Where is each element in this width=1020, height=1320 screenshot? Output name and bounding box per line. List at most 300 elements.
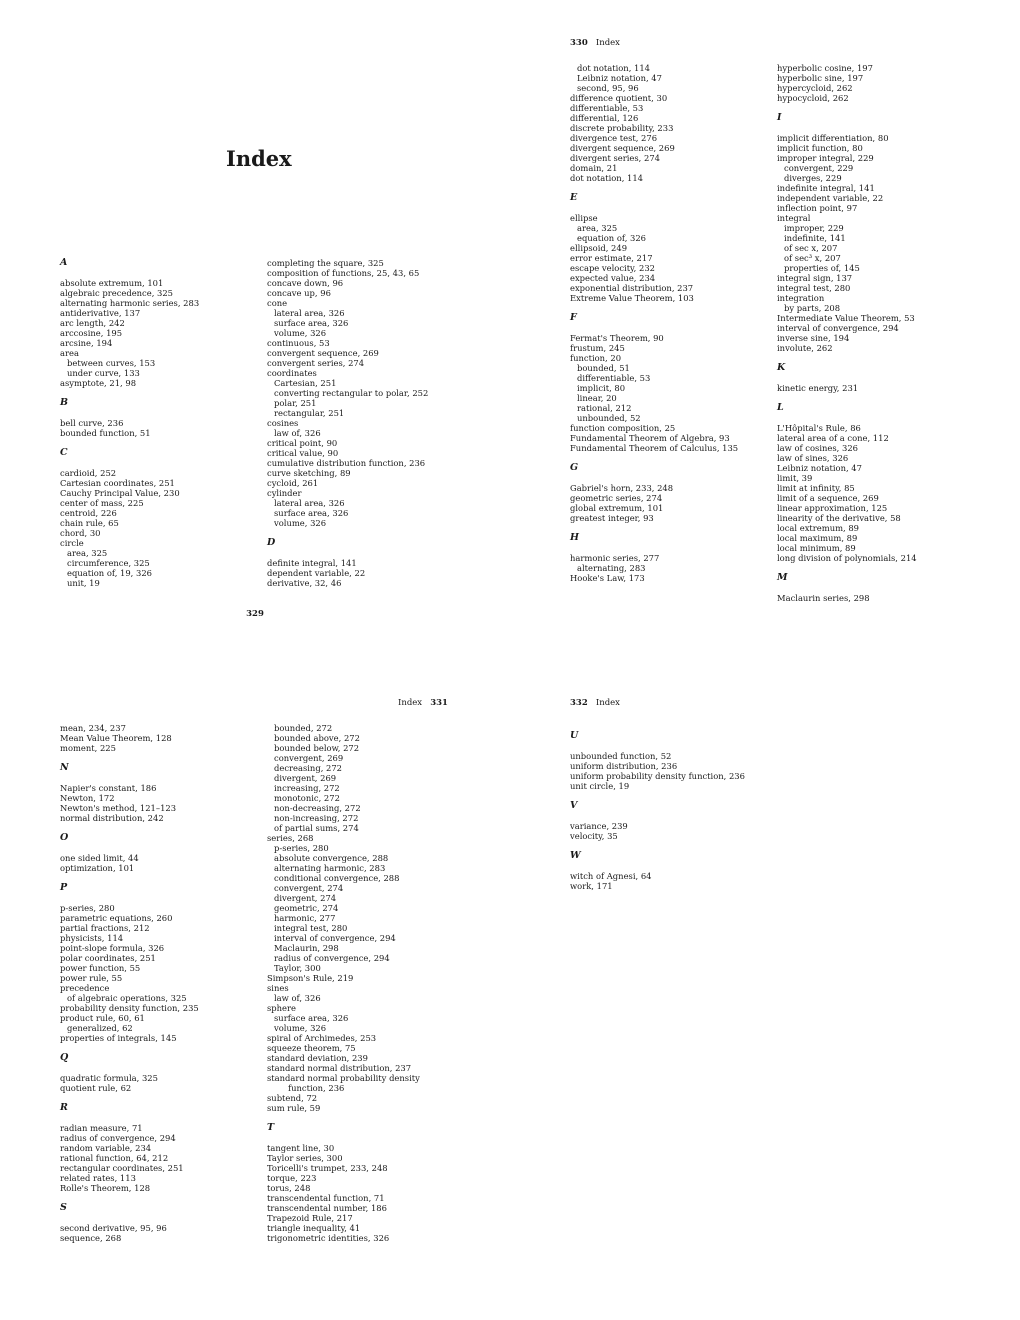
index-subentry: non-decreasing, 272 (274, 803, 361, 813)
index-subentry: bounded below, 272 (274, 743, 360, 753)
index-entry: Newton's method, 121–123 (60, 803, 177, 813)
index-entry: area (60, 348, 79, 358)
section-spacer (570, 841, 770, 851)
index-subentry: conditional convergence, 288 (274, 873, 400, 883)
section-spacer (570, 453, 770, 463)
index-entry: law of sines, 326 (777, 453, 849, 463)
index-entry: product rule, 60, 61 (60, 1013, 145, 1023)
section-spacer (570, 791, 770, 801)
index-subentry: improper, 229 (784, 223, 844, 233)
index-entry: ellipse (570, 213, 598, 223)
index-subentry: unit, 19 (67, 578, 100, 588)
index-entry: linear approximation, 125 (777, 503, 888, 513)
index-entry: lateral area of a cone, 112 (777, 433, 889, 443)
index-subentry: of algebraic operations, 325 (67, 993, 187, 1003)
index-subentry: divergent, 274 (274, 893, 337, 903)
index-entry: implicit function, 80 (777, 143, 863, 153)
index-entry: discrete probability, 233 (570, 123, 674, 133)
index-subentry: Maclaurin, 298 (274, 943, 339, 953)
index-subentry: equation of, 326 (577, 233, 646, 243)
section-spacer (777, 103, 977, 113)
index-entry: limit of a sequence, 269 (777, 493, 879, 503)
index-entry: divergence test, 276 (570, 133, 658, 143)
index-entry: tangent line, 30 (267, 1143, 335, 1153)
index-entry: linearity of the derivative, 58 (777, 513, 901, 523)
index-subentry: circumference, 325 (67, 558, 150, 568)
section-spacer (570, 323, 770, 333)
index-entry: Rolle's Theorem, 128 (60, 1183, 151, 1193)
section-spacer (777, 393, 977, 403)
index-entry: Simpson's Rule, 219 (267, 973, 354, 983)
index-subentry: integral test, 280 (274, 923, 348, 933)
section-spacer (267, 548, 467, 558)
index-subentry: convergent, 229 (784, 163, 854, 173)
index-entry: Fundamental Theorem of Algebra, 93 (570, 433, 730, 443)
index-entry: concave down, 96 (267, 278, 344, 288)
index-entry: error estimate, 217 (570, 253, 653, 263)
index-entry: local maximum, 89 (777, 533, 858, 543)
index-entry: spiral of Archimedes, 253 (267, 1033, 377, 1043)
index-subentry: rational, 212 (577, 403, 632, 413)
index-subentry: Taylor, 300 (274, 963, 321, 973)
index-page-331 (0, 660, 510, 1320)
index-entry: escape velocity, 232 (570, 263, 655, 273)
index-subentry: polar, 251 (274, 398, 317, 408)
index-subentry: equation of, 19, 326 (67, 568, 152, 578)
index-entry: unit circle, 19 (570, 781, 630, 791)
index-column-left (60, 258, 260, 588)
index-subentry: law of, 326 (274, 428, 321, 438)
index-entry: transcendental number, 186 (267, 1203, 387, 1213)
index-entry: inverse sine, 194 (777, 333, 850, 343)
index-entry: ellipsoid, 249 (570, 243, 628, 253)
index-entry: Cauchy Principal Value, 230 (60, 488, 180, 498)
index-entry: function composition, 25 (570, 423, 676, 433)
index-entry: dependent variable, 22 (267, 568, 366, 578)
index-entry: standard normal probability density (267, 1073, 420, 1083)
index-section-letter: L (777, 402, 784, 413)
index-section-letter: U (570, 730, 579, 741)
index-entry: kinetic energy, 231 (777, 383, 859, 393)
section-spacer (777, 563, 977, 573)
index-entry: domain, 21 (570, 163, 618, 173)
section-spacer (570, 203, 770, 213)
index-entry: antiderivative, 137 (60, 308, 141, 318)
index-entry: Toricelli's trumpet, 233, 248 (267, 1163, 388, 1173)
index-subentry: linear, 20 (577, 393, 617, 403)
section-spacer (570, 523, 770, 533)
index-entry: arcsine, 194 (60, 338, 113, 348)
index-entry: difference quotient, 30 (570, 93, 668, 103)
section-spacer (60, 268, 260, 278)
index-entry: uniform probability density function, 236 (570, 771, 745, 781)
running-head-label: Index (595, 698, 620, 708)
index-entry: Mean Value Theorem, 128 (60, 733, 172, 743)
index-section-letter: K (777, 362, 786, 373)
index-subentry: unbounded, 52 (577, 413, 641, 423)
index-entry: convergent series, 274 (267, 358, 365, 368)
index-entry: law of cosines, 326 (777, 443, 858, 453)
index-entry: composition of functions, 25, 43, 65 (267, 268, 420, 278)
index-entry: concave up, 96 (267, 288, 331, 298)
index-column-right (267, 258, 467, 588)
index-entry: hyperbolic sine, 197 (777, 73, 864, 83)
section-spacer (267, 1113, 467, 1123)
index-entry: dot notation, 114 (570, 173, 644, 183)
index-entry: Fermat's Theorem, 90 (570, 333, 664, 343)
index-subentry: lateral area, 326 (274, 308, 345, 318)
section-spacer (267, 528, 467, 538)
index-subentry: alternating harmonic, 283 (274, 863, 386, 873)
section-spacer (570, 303, 770, 313)
index-entry: hypercycloid, 262 (777, 83, 853, 93)
running-head-label: Index (398, 698, 423, 708)
index-entry: definite integral, 141 (267, 558, 357, 568)
section-spacer (60, 753, 260, 763)
index-section-letter: O (60, 832, 69, 843)
index-entry: long division of polynomials, 214 (777, 553, 917, 563)
index-subentry: volume, 326 (274, 328, 327, 338)
index-entry: Intermediate Value Theorem, 53 (777, 313, 915, 323)
index-entry: arccosine, 195 (60, 328, 123, 338)
index-entry: global extremum, 101 (570, 503, 664, 513)
running-head (398, 698, 448, 708)
index-entry: polar coordinates, 251 (60, 953, 156, 963)
section-spacer (777, 413, 977, 423)
index-section-letter: Q (60, 1052, 69, 1063)
index-section-letter: R (60, 1102, 68, 1113)
index-entry: integral sign, 137 (777, 273, 853, 283)
index-entry: quadratic formula, 325 (60, 1073, 158, 1083)
index-entry: moment, 225 (60, 743, 116, 753)
index-entry: involute, 262 (777, 343, 833, 353)
index-entry: indefinite integral, 141 (777, 183, 875, 193)
index-entry: bell curve, 236 (60, 418, 124, 428)
index-entry: hypocycloid, 262 (777, 93, 849, 103)
index-entry: cone (267, 298, 288, 308)
index-entry: rectangular coordinates, 251 (60, 1163, 184, 1173)
index-subentry: decreasing, 272 (274, 763, 343, 773)
index-title: Index (226, 146, 292, 171)
index-entry: expected value, 234 (570, 273, 656, 283)
index-subentry: generalized, 62 (67, 1023, 133, 1033)
running-head-page-number: 332 (570, 698, 588, 708)
section-spacer (570, 741, 770, 751)
index-entry: local minimum, 89 (777, 543, 856, 553)
running-head (570, 698, 620, 708)
index-entry: divergent series, 274 (570, 153, 660, 163)
index-entry: optimization, 101 (60, 863, 135, 873)
index-subentry: law of, 326 (274, 993, 321, 1003)
index-entry: Gabriel's horn, 233, 248 (570, 483, 674, 493)
index-entry: series, 268 (267, 833, 314, 843)
index-subentry: converting rectangular to polar, 252 (274, 388, 429, 398)
section-spacer (60, 1093, 260, 1103)
index-entry: asymptote, 21, 98 (60, 378, 137, 388)
index-section-letter: D (267, 537, 276, 548)
index-entry: differential, 126 (570, 113, 639, 123)
index-section-letter: T (267, 1122, 275, 1133)
index-entry: harmonic series, 277 (570, 553, 660, 563)
index-subentry: of sec³ x, 207 (784, 253, 841, 263)
section-spacer (777, 353, 977, 363)
index-entry: torus, 248 (267, 1183, 311, 1193)
index-entry: sphere (267, 1003, 296, 1013)
index-entry: uniform distribution, 236 (570, 761, 678, 771)
index-entry: critical point, 90 (267, 438, 338, 448)
index-entry: mean, 234, 237 (60, 723, 126, 733)
index-subentry: function, 236 (288, 1083, 345, 1093)
index-entry: differentiable, 53 (570, 103, 644, 113)
index-entry: sum rule, 59 (267, 1103, 321, 1113)
index-subentry: lateral area, 326 (274, 498, 345, 508)
index-subentry: surface area, 326 (274, 318, 349, 328)
index-subentry: convergent, 274 (274, 883, 344, 893)
index-subentry: under curve, 133 (67, 368, 140, 378)
index-entry: bounded function, 51 (60, 428, 151, 438)
section-spacer (60, 408, 260, 418)
index-subentry: bounded above, 272 (274, 733, 360, 743)
index-entry: radian measure, 71 (60, 1123, 143, 1133)
index-entry: Napier's constant, 186 (60, 783, 157, 793)
index-entry: one sided limit, 44 (60, 853, 139, 863)
index-subentry: interval of convergence, 294 (274, 933, 396, 943)
index-entry: local extremum, 89 (777, 523, 860, 533)
index-section-letter: G (570, 462, 579, 473)
index-entry: work, 171 (570, 881, 613, 891)
index-subentry: absolute convergence, 288 (274, 853, 389, 863)
index-page-332 (510, 660, 1020, 1320)
index-subentry: p-series, 280 (274, 843, 329, 853)
index-entry: random variable, 234 (60, 1143, 152, 1153)
index-subentry: second, 95, 96 (577, 83, 639, 93)
index-subentry: surface area, 326 (274, 1013, 349, 1023)
section-spacer (60, 1043, 260, 1053)
index-entry: centroid, 226 (60, 508, 117, 518)
index-entry: independent variable, 22 (777, 193, 884, 203)
index-entry: transcendental function, 71 (267, 1193, 385, 1203)
index-subentry: diverges, 229 (784, 173, 842, 183)
index-entry: partial fractions, 212 (60, 923, 150, 933)
index-entry: alternating harmonic series, 283 (60, 298, 200, 308)
index-entry: geometric series, 274 (570, 493, 663, 503)
index-entry: completing the square, 325 (267, 258, 384, 268)
index-entry: related rates, 113 (60, 1173, 136, 1183)
running-head-page-number: 330 (570, 38, 588, 48)
index-entry: circle (60, 538, 84, 548)
index-section-letter: M (777, 572, 788, 583)
index-entry: Extreme Value Theorem, 103 (570, 293, 694, 303)
index-entry: point-slope formula, 326 (60, 943, 165, 953)
section-spacer (777, 373, 977, 383)
index-subentry: geometric, 274 (274, 903, 339, 913)
index-section-letter: P (60, 882, 68, 893)
index-entry: cylinder (267, 488, 302, 498)
index-section-letter: F (570, 312, 577, 323)
index-section-letter: V (570, 800, 578, 811)
index-entry: standard normal distribution, 237 (267, 1063, 412, 1073)
index-column-right (267, 723, 467, 1243)
index-entry: convergent sequence, 269 (267, 348, 379, 358)
index-entry: cycloid, 261 (267, 478, 319, 488)
index-entry: physicists, 114 (60, 933, 124, 943)
section-spacer (60, 823, 260, 833)
index-entry: cardioid, 252 (60, 468, 117, 478)
index-subentry: divergent, 269 (274, 773, 337, 783)
index-entry: algebraic precedence, 325 (60, 288, 174, 298)
index-section-letter: A (60, 257, 68, 268)
index-entry: witch of Agnesi, 64 (570, 871, 652, 881)
index-section-letter: I (777, 112, 782, 123)
index-subentry: non-increasing, 272 (274, 813, 359, 823)
index-page-329 (0, 0, 510, 660)
index-entry: arc length, 242 (60, 318, 125, 328)
index-subentry: rectangular, 251 (274, 408, 345, 418)
page-number: 329 (246, 609, 264, 619)
index-entry: center of mass, 225 (60, 498, 144, 508)
index-entry: triangle inequality, 41 (267, 1223, 361, 1233)
index-subentry: increasing, 272 (274, 783, 340, 793)
index-section-letter: S (60, 1202, 67, 1213)
index-entry: sines (267, 983, 289, 993)
index-entry: cumulative distribution function, 236 (267, 458, 426, 468)
index-entry: greatest integer, 93 (570, 513, 654, 523)
index-section-letter: C (60, 447, 68, 458)
index-entry: critical value, 90 (267, 448, 339, 458)
section-spacer (777, 123, 977, 133)
index-section-letter: H (570, 532, 579, 543)
section-spacer (267, 1133, 467, 1143)
index-entry: hyperbolic cosine, 197 (777, 63, 873, 73)
index-entry: cosines (267, 418, 299, 428)
index-entry: divergent sequence, 269 (570, 143, 675, 153)
index-entry: second derivative, 95, 96 (60, 1223, 167, 1233)
index-entry: standard deviation, 239 (267, 1053, 368, 1063)
index-subentry: dot notation, 114 (577, 63, 651, 73)
index-entry: Newton, 172 (60, 793, 115, 803)
section-spacer (777, 583, 977, 593)
index-subentry: bounded, 51 (577, 363, 630, 373)
index-column-left (570, 731, 770, 891)
section-spacer (60, 1213, 260, 1223)
index-subentry: indefinite, 141 (784, 233, 846, 243)
index-entry: coordinates (267, 368, 317, 378)
index-subentry: bounded, 272 (274, 723, 333, 733)
section-spacer (570, 811, 770, 821)
index-entry: derivative, 32, 46 (267, 578, 342, 588)
section-spacer (60, 1063, 260, 1073)
index-subentry: between curves, 153 (67, 358, 156, 368)
index-subentry: of sec x, 207 (784, 243, 838, 253)
section-spacer (570, 543, 770, 553)
running-head-label: Index (595, 38, 620, 48)
index-entry: exponential distribution, 237 (570, 283, 694, 293)
index-entry: power rule, 55 (60, 973, 123, 983)
section-spacer (570, 473, 770, 483)
index-subentry: volume, 326 (274, 1023, 327, 1033)
index-entry: p-series, 280 (60, 903, 115, 913)
index-section-letter: E (570, 192, 578, 203)
section-spacer (60, 1193, 260, 1203)
index-entry: continuous, 53 (267, 338, 330, 348)
index-subentry: by parts, 208 (784, 303, 841, 313)
index-entry: power function, 55 (60, 963, 141, 973)
index-section-letter: N (60, 762, 69, 773)
index-entry: Leibniz notation, 47 (777, 463, 862, 473)
index-entry: Trapezoid Rule, 217 (267, 1213, 353, 1223)
index-column-left (60, 723, 260, 1243)
index-entry: normal distribution, 242 (60, 813, 164, 823)
index-entry: chord, 30 (60, 528, 101, 538)
index-subentry: area, 325 (577, 223, 618, 233)
index-subentry: monotonic, 272 (274, 793, 340, 803)
index-entry: limit, 39 (777, 473, 813, 483)
index-entry: Hooke's Law, 173 (570, 573, 645, 583)
index-entry: chain rule, 65 (60, 518, 119, 528)
index-page-330 (510, 0, 1020, 660)
index-entry: inflection point, 97 (777, 203, 858, 213)
index-subentry: implicit, 80 (577, 383, 626, 393)
index-section-letter: W (570, 850, 581, 861)
index-entry: curve sketching, 89 (267, 468, 351, 478)
index-entry: precedence (60, 983, 110, 993)
index-entry: limit at infinity, 85 (777, 483, 855, 493)
index-entry: subtend, 72 (267, 1093, 318, 1103)
section-spacer (60, 438, 260, 448)
section-spacer (60, 773, 260, 783)
section-spacer (60, 458, 260, 468)
index-entry: unbounded function, 52 (570, 751, 672, 761)
index-column-left (570, 63, 770, 583)
index-subentry: of partial sums, 274 (274, 823, 359, 833)
section-spacer (570, 183, 770, 193)
index-entry: rational function, 64, 212 (60, 1153, 169, 1163)
index-entry: sequence, 268 (60, 1233, 122, 1243)
section-spacer (60, 388, 260, 398)
section-spacer (570, 861, 770, 871)
index-entry: parametric equations, 260 (60, 913, 173, 923)
running-head (570, 38, 620, 48)
index-section-letter: B (60, 397, 69, 408)
index-entry: quotient rule, 62 (60, 1083, 132, 1093)
index-entry: velocity, 35 (570, 831, 618, 841)
index-subentry: volume, 326 (274, 518, 327, 528)
index-subentry: Cartesian, 251 (274, 378, 337, 388)
index-subentry: properties of, 145 (784, 263, 860, 273)
section-spacer (60, 843, 260, 853)
index-subentry: convergent, 269 (274, 753, 344, 763)
index-column-right (777, 63, 977, 603)
index-entry: implicit differentiation, 80 (777, 133, 889, 143)
index-entry: variance, 239 (570, 821, 628, 831)
section-spacer (60, 873, 260, 883)
index-subentry: harmonic, 277 (274, 913, 336, 923)
index-entry: squeeze theorem, 75 (267, 1043, 356, 1053)
index-subentry: surface area, 326 (274, 508, 349, 518)
index-entry: radius of convergence, 294 (60, 1133, 176, 1143)
index-entry: function, 20 (570, 353, 622, 363)
index-entry: L'Hôpital's Rule, 86 (777, 423, 861, 433)
section-spacer (60, 1113, 260, 1123)
index-entry: integral (777, 213, 811, 223)
index-entry: Taylor series, 300 (267, 1153, 343, 1163)
index-entry: integration (777, 293, 825, 303)
index-entry: interval of convergence, 294 (777, 323, 899, 333)
index-subentry: Leibniz notation, 47 (577, 73, 662, 83)
index-entry: absolute extremum, 101 (60, 278, 164, 288)
index-entry: improper integral, 229 (777, 153, 874, 163)
index-entry: trigonometric identities, 326 (267, 1233, 390, 1243)
